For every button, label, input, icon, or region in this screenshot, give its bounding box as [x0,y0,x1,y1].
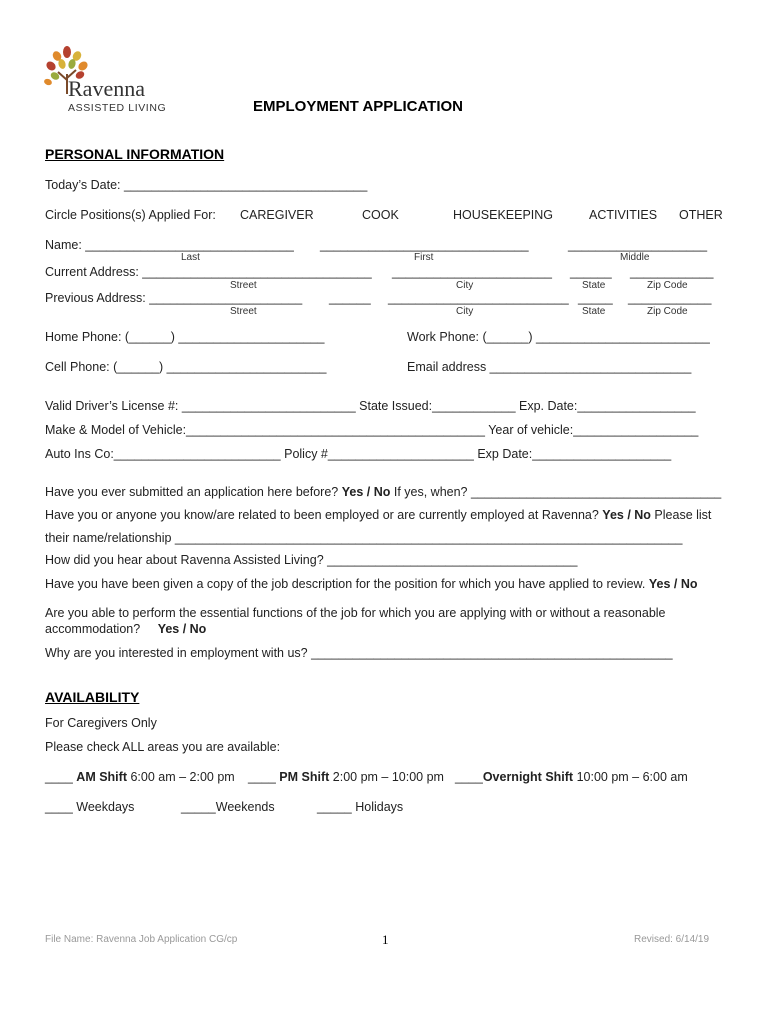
question-followup: Please list [654,508,712,522]
question-related-employee [45,508,711,522]
name-label-first: First [414,252,434,263]
previous-label-state: State [582,306,606,317]
weekends-option: _____Weekends [181,800,275,814]
am-shift-blank: ____ [45,770,73,784]
position-caregiver: CAREGIVER [240,208,314,222]
previous-zip-line: ____________ [628,291,712,305]
previous-address-field: Previous Address: ______________________ [45,291,303,305]
position-activities: ACTIVITIES [589,208,658,222]
home-phone-field: Home Phone: (______) _____________________ [45,330,325,344]
yes-no-option: Yes / No [602,508,651,522]
question-why-interested: Why are you interested in employment with us? ____________________________________________________ [45,646,673,660]
relationship-field: their name/relationship _________________________________________________________________________ [45,531,683,545]
cell-phone-field: Cell Phone: (______) _______________________ [45,360,327,374]
previous-city-line: __________________________ [388,291,569,305]
caregivers-only-note: For Caregivers Only [45,716,157,730]
current-zip-line: ____________ [630,265,714,279]
name-first-line: ______________________________ [320,238,529,252]
am-shift-option [45,770,235,784]
name-field: Name: ______________________________ [45,238,294,252]
question-essential-functions: Are you able to perform the essential functions of the job for which you are applying with or without a reasonable [45,606,666,620]
name-middle-line: ____________________ [568,238,708,252]
question-text: Have you ever submitted an application here before? [45,485,339,499]
question-text: Have you have been given a copy of the job description for the position for which you have applied to review. [45,577,646,591]
personal-information-heading: PERSONAL INFORMATION [45,146,225,162]
position-housekeeping: HOUSEKEEPING [453,208,554,222]
logo-name: Ravenna [68,76,145,101]
position-cook: COOK [362,208,399,222]
current-address-field: Current Address: _________________________________ [45,265,372,279]
previous-label-street: Street [230,306,257,317]
weekdays-option: ____ Weekdays [45,800,135,814]
question-text: Have you or anyone you know/are related to been employed or are currently employed at Ravenna? [45,508,599,522]
email-field: Email address _____________________________ [407,360,692,374]
current-label-state: State [582,280,606,291]
todays-date-field: Today’s Date: ___________________________________ [45,178,368,192]
overnight-shift-option [455,770,688,784]
previous-state-line: _____ [578,291,613,305]
logo-subtitle: ASSISTED LIVING [68,102,167,114]
question-job-description [45,577,698,591]
current-label-city: City [456,280,474,291]
drivers-license-field: Valid Driver’s License #: _________________________ State Issued:____________ Exp. Date:_________________ [45,399,696,413]
position-other: OTHER [679,208,723,222]
current-state-line: ______ [570,265,612,279]
question-essential-functions-line2 [45,622,206,636]
check-all-instruction: Please check ALL areas you are available: [45,740,281,754]
positions-label: Circle Positions(s) Applied For: [45,208,216,222]
am-shift-label: AM Shift [76,770,127,784]
overnight-shift-label: Overnight Shift [482,770,574,784]
name-label-last: Last [181,252,200,263]
name-label-middle: Middle [620,252,650,263]
vehicle-field: Make & Model of Vehicle:___________________________________________ Year of vehicle:__________________ [45,423,699,437]
overnight-shift-time: 10:00 pm – 6:00 am [576,770,688,784]
question-previous-application [45,485,721,499]
previous-extra-line: ______ [329,291,371,305]
yes-no-option: Yes / No [341,485,391,499]
pm-shift-blank: ____ [248,770,276,784]
page-title: EMPLOYMENT APPLICATION [253,98,463,115]
pm-shift-option [248,770,444,784]
yes-no-option: Yes / No [648,577,698,591]
footer-revised-date: Revised: 6/14/19 [634,934,710,945]
previous-label-city: City [456,306,474,317]
work-phone-field: Work Phone: (______) _________________________ [407,330,710,344]
current-city-line: _______________________ [392,265,552,279]
am-shift-time: 6:00 am – 2:00 pm [130,770,235,784]
page-number: 1 [382,932,389,947]
question-followup: If yes, when? ____________________________________ [393,485,722,499]
question-how-heard: How did you hear about Ravenna Assisted Living? ____________________________________ [45,553,578,567]
overnight-shift-blank: ____ [455,770,483,784]
pm-shift-label: PM Shift [279,770,330,784]
availability-heading: AVAILABILITY [45,689,140,705]
question-text: accommodation? [45,622,141,636]
holidays-option: _____ Holidays [317,800,404,814]
yes-no-option: Yes / No [157,622,207,636]
auto-insurance-field: Auto Ins Co:________________________ Policy #_____________________ Exp Date:____________________ [45,447,672,461]
pm-shift-time: 2:00 pm – 10:00 pm [332,770,444,784]
footer-file-name: File Name: Ravenna Job Application CG/cp [45,934,238,945]
previous-label-zip: Zip Code [647,306,688,317]
logo [40,44,170,116]
current-label-street: Street [230,280,257,291]
current-label-zip: Zip Code [647,280,688,291]
